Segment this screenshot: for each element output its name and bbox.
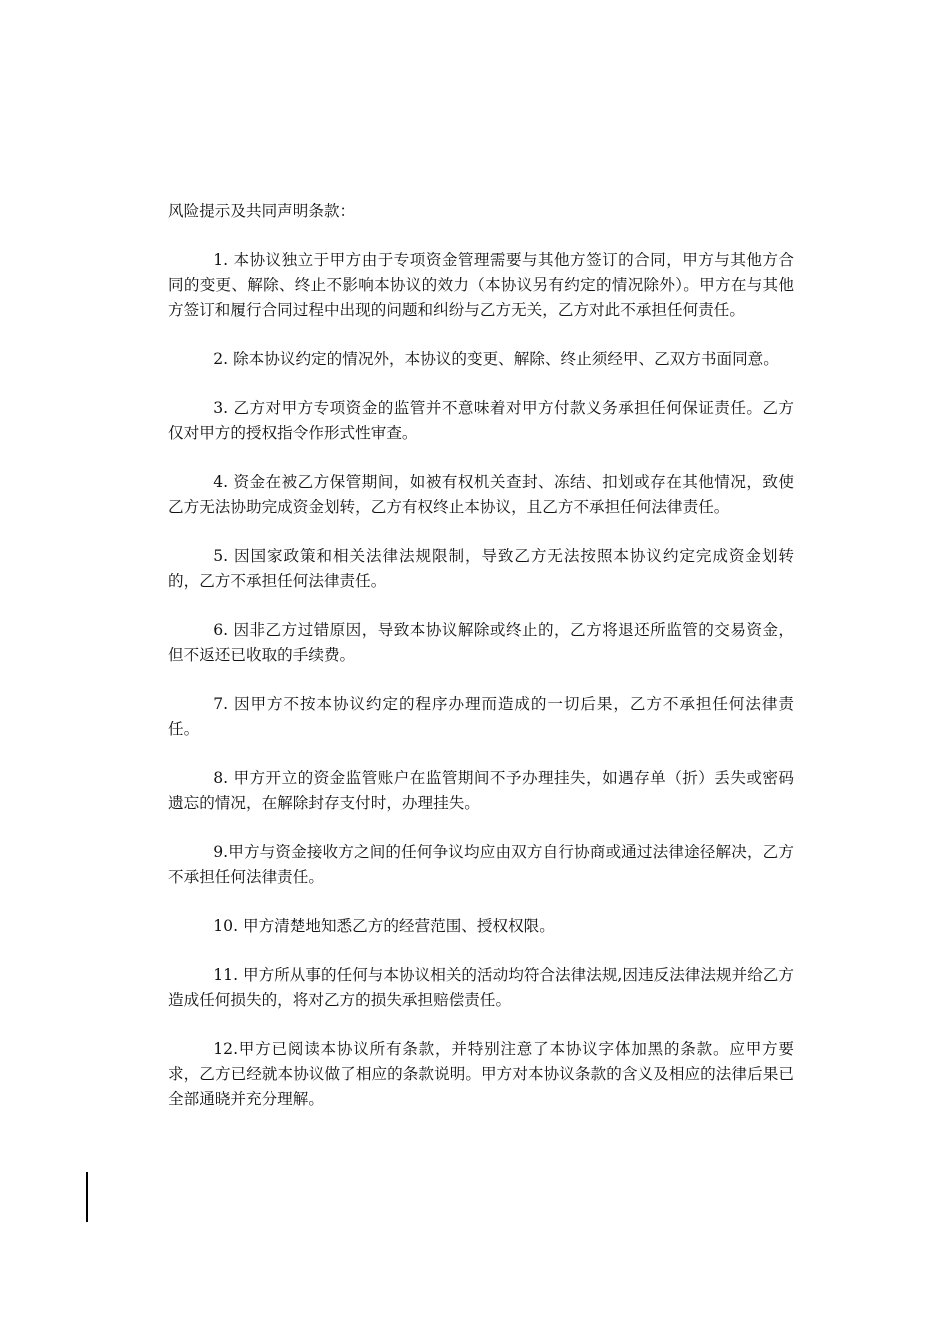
margin-bar bbox=[86, 1172, 88, 1222]
clause-11: 11. 甲方所从事的任何与本协议相关的活动均符合法律法规,因违反法律法规并给乙方造成任何损失的，将对乙方的损失承担赔偿责任。 bbox=[168, 966, 794, 1009]
clause-12: 12.甲方已阅读本协议所有条款，并特别注意了本协议字体加黑的条款。应甲方要求，乙方已经就本协议做了相应的条款说明。甲方对本协议条款的含义及相应的法律后果已全部通晓并充分理解。 bbox=[168, 1040, 794, 1108]
clause-7: 7. 因甲方不按本协议约定的程序办理而造成的一切后果，乙方不承担任何法律责任。 bbox=[168, 695, 794, 738]
document-body bbox=[168, 199, 794, 1136]
clause-1: 1. 本协议独立于甲方由于专项资金管理需要与其他方签订的合同，甲方与其他方合同的变更、解除、终止不影响本协议的效力（本协议另有约定的情况除外）。甲方在与其他方签订和履行合同过程中出现的问题和纠纷与乙方无关，乙方对此不承担任何责任。 bbox=[168, 251, 794, 319]
clause-10: 10. 甲方清楚地知悉乙方的经营范围、授权权限。 bbox=[213, 917, 555, 935]
clause-4: 4. 资金在被乙方保管期间，如被有权机关查封、冻结、扣划或存在其他情况，致使乙方无法协助完成资金划转，乙方有权终止本协议，且乙方不承担任何法律责任。 bbox=[168, 473, 794, 516]
clause-2: 2. 除本协议约定的情况外，本协议的变更、解除、终止须经甲、乙双方书面同意。 bbox=[213, 350, 779, 368]
clause-5: 5. 因国家政策和相关法律法规限制，导致乙方无法按照本协议约定完成资金划转的，乙方不承担任何法律责任。 bbox=[168, 547, 794, 590]
clause-6: 6. 因非乙方过错原因，导致本协议解除或终止的，乙方将退还所监管的交易资金，但不返还已收取的手续费。 bbox=[168, 621, 794, 664]
section-heading: 风险提示及共同声明条款： bbox=[168, 202, 356, 220]
clause-9: 9.甲方与资金接收方之间的任何争议均应由双方自行协商或通过法律途径解决，乙方不承担任何法律责任。 bbox=[168, 843, 794, 886]
clause-3: 3. 乙方对甲方专项资金的监管并不意味着对甲方付款义务承担任何保证责任。乙方仅对甲方的授权指令作形式性审查。 bbox=[168, 399, 794, 442]
clause-8: 8. 甲方开立的资金监管账户在监管期间不予办理挂失，如遇存单（折）丢失或密码遗忘的情况，在解除封存支付时，办理挂失。 bbox=[168, 769, 794, 812]
